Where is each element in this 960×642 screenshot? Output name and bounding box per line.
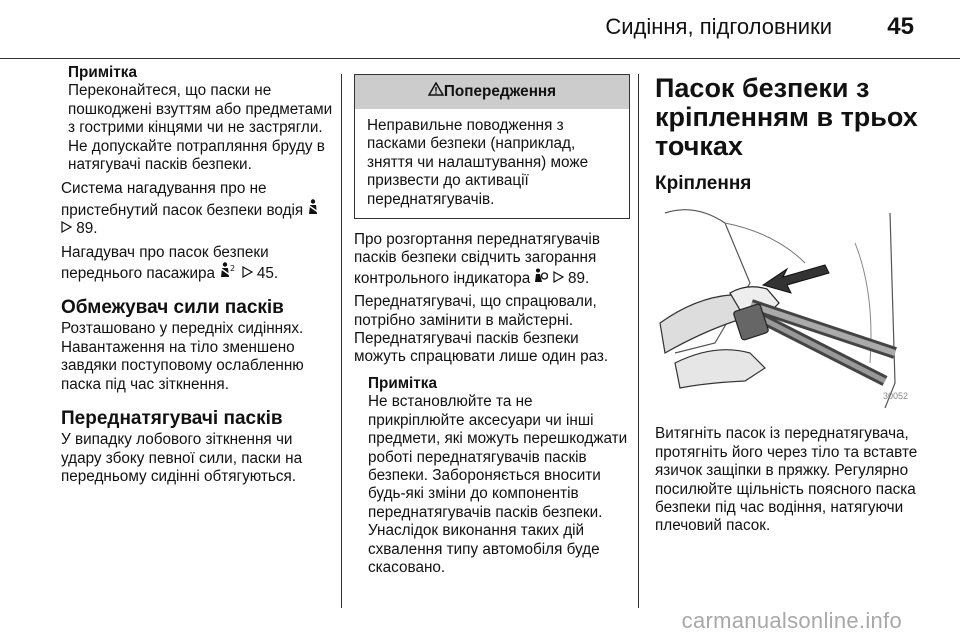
column-divider-2 <box>638 74 639 608</box>
reference-arrow-icon <box>553 270 564 288</box>
warning-triangle-icon <box>428 75 444 109</box>
figure-code: 30052 <box>883 391 909 402</box>
warning-title: Попередження <box>443 83 557 100</box>
column-3 <box>655 66 927 541</box>
airbag-indicator-icon <box>534 268 548 288</box>
column-1 <box>61 64 333 491</box>
watermark: carmanualsonline.info <box>681 608 902 633</box>
note-block <box>354 375 630 577</box>
paragraph-fastening: Витягніть пасок із переднатягувача, протягніть його через тіло та вставте язичок защіпки в пряжку. Регулярно посилюйте щільність поясного паска безпеки під час водіння, натягуючи плечовий пасок. <box>655 425 918 535</box>
warning-header <box>355 75 629 109</box>
paragraph-replacement: Переднатягувачі, що спрацювали, потрібно замінити в майстерні. Переднатягувачі пасків безпеки можуть спрацювати лише один раз. <box>354 293 609 366</box>
paragraph-pretensioners: У випадку лобового зіткнення чи удару збоку певної сили, паски на передньому сидінні обтягуються. <box>61 431 303 485</box>
header-rule <box>0 58 960 59</box>
section-subtitle: Кріплення <box>655 173 752 194</box>
column-divider-1 <box>341 74 342 608</box>
paragraph-force-limiter: Розташовано у передніх сидіннях. Навантаження на тіло зменшено завдяки поступовому ослабленню паска під час зіткнення. <box>61 320 304 393</box>
warning-text: Неправильне поводження з пасками безпеки (наприклад, зняття чи налаштування) може призвести до активації переднатягувачів. <box>367 117 589 208</box>
heading-force-limiter: Обмежувач сили пасків <box>61 297 284 319</box>
seatbelt-passenger-icon <box>219 262 237 283</box>
warning-box <box>354 74 630 219</box>
note-title: Примітка <box>68 64 137 81</box>
reference-arrow-icon <box>61 220 72 238</box>
note-text: Переконайтеся, що паски не пошкоджені взуттям або предметами з гострими кінцями чи не застрягли. Не допускайте потрапляння бруду в натягувачі пасків безпеки. <box>68 82 333 174</box>
paragraph-driver-reminder: Система нагадування про не пристебнутий пасок безпеки водія 89. <box>61 180 333 238</box>
page-number: 45 <box>887 13 914 40</box>
paragraph-passenger-reminder: Нагадувач про пасок безпеки переднього пасажира 2 45. <box>61 243 279 283</box>
note-text: Не встановлюйте та не прикріплюйте аксесуари чи інші предмети, які можуть перешкоджати роботі переднатягувачів пасків безпеки. Забороняється вносити будь-які зміни до компонентів переднатягувачів пасків безпеки. Унаслідок виконання таких дій схвалення типу автомобіля буде скасовано. <box>368 393 628 576</box>
note-title: Примітка <box>368 374 437 392</box>
column-2 <box>354 64 630 583</box>
heading-pretensioners: Переднатягувачі пасків <box>61 408 283 430</box>
note-block <box>61 64 333 174</box>
paragraph-indicator: Про розгортання переднатягувачів пасків безпеки свідчить загорання контрольного індикатора 89. <box>354 231 600 287</box>
seatbelt-fastening-illustration <box>655 203 919 413</box>
page-header-title: Сидіння, підголовники <box>605 14 832 39</box>
section-title: Пасок безпеки з кріпленням в трьох точках <box>655 73 918 161</box>
svg-text:2: 2 <box>230 264 236 274</box>
reference-arrow-icon <box>242 265 253 283</box>
seatbelt-driver-icon <box>307 199 319 220</box>
